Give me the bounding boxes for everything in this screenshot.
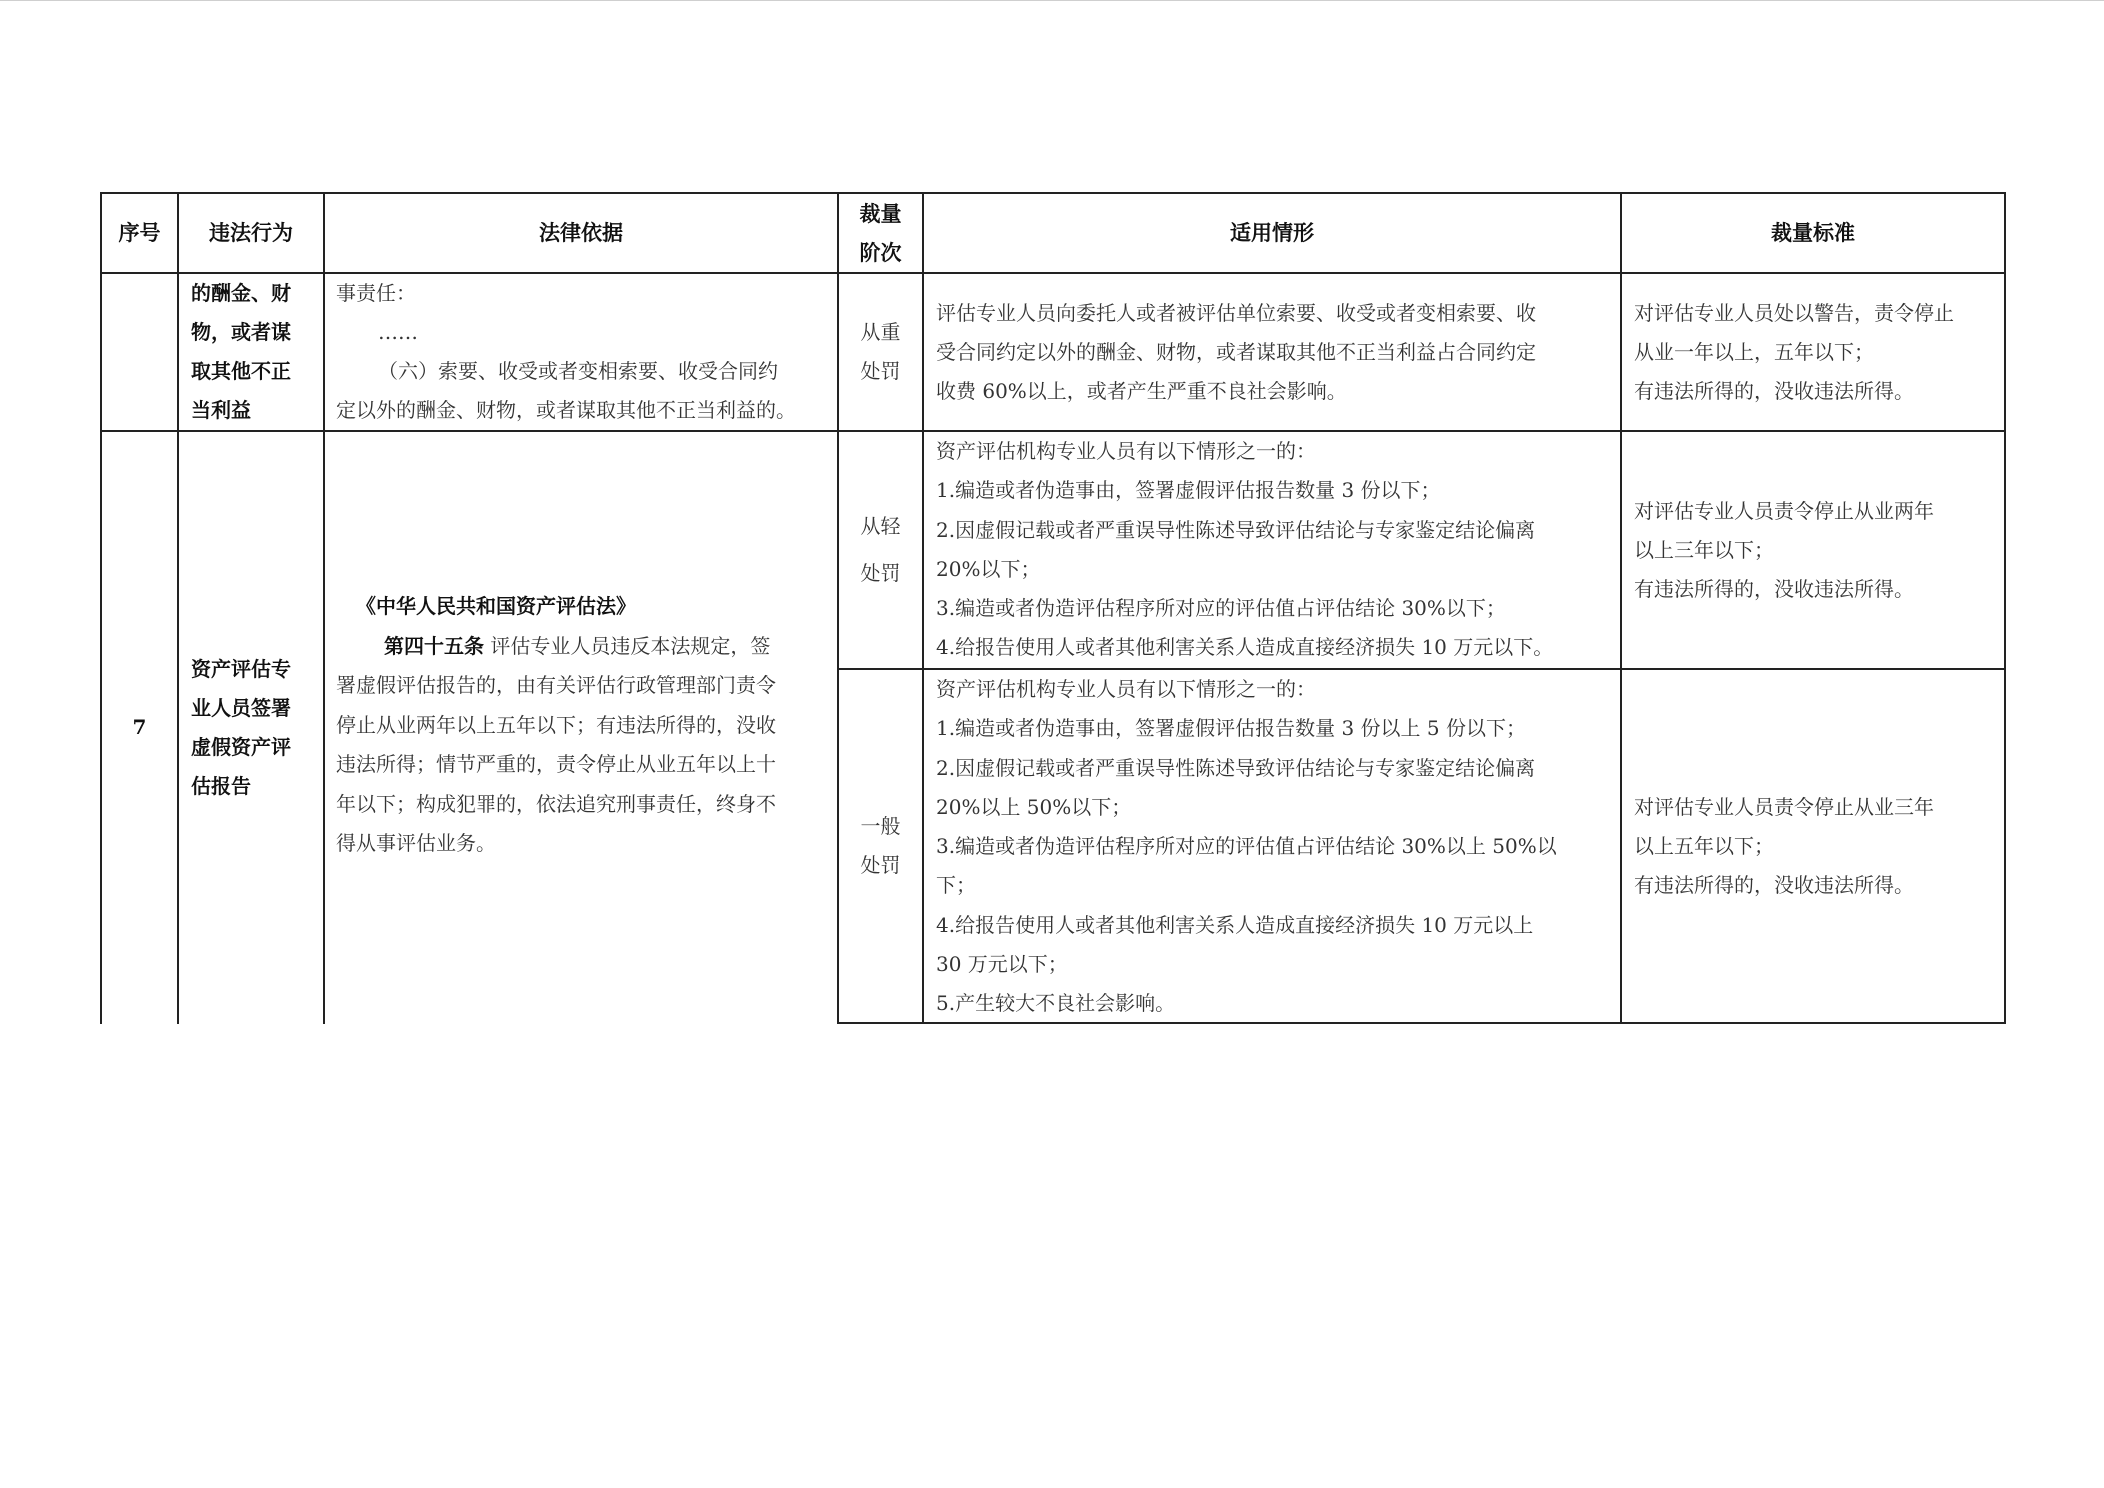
row7-article-line: 得从事评估业务。 — [336, 831, 496, 855]
row-cont-legal-ellipsis: …… — [378, 320, 418, 344]
row7-general-situation-line: 下； — [936, 873, 976, 898]
row7-general-level — [839, 670, 922, 1022]
row7-general-situation-line: 20%以上 50%以下； — [936, 794, 1132, 819]
row-cont-standard-line: 有违法所得的，没收违法所得。 — [1634, 378, 1914, 403]
row7-light-situation — [936, 432, 1620, 668]
row7-light-standard — [1634, 432, 2004, 668]
header-situation: 适用情形 — [1230, 220, 1314, 246]
header-level-line2: 阶次 — [859, 240, 902, 265]
row7-article-line: 年以下；构成犯罪的，依法追究刑事责任，终身不 — [336, 791, 776, 816]
row-cont-level — [839, 274, 922, 430]
row7-light-level — [839, 432, 922, 668]
row-cont-standard — [1634, 274, 2004, 430]
row7-general-situation — [936, 670, 1620, 1022]
row7-light-level-line: 从轻 — [860, 514, 901, 538]
header-legal-basis: 法律依据 — [539, 220, 623, 246]
header-standard: 裁量标准 — [1771, 220, 1855, 246]
row-cont-violation-line: 当利益 — [191, 398, 251, 422]
row-cont-legal-line: 定以外的酬金、财物，或者谋取其他不正当利益的。 — [336, 398, 796, 422]
row-cont-legal-line: （六）索要、收受或者变相索要、收受合同约 — [378, 359, 778, 383]
row-cont-violation-line: 的酬金、财 — [191, 281, 291, 305]
row-cont-violation-line: 取其他不正 — [191, 359, 291, 383]
row7-light-standard-line: 以上三年以下； — [1634, 537, 1774, 562]
row7-article-first: 评估专业人员违反本法规定，签 — [484, 633, 771, 658]
row7-general-level-line: 一般 — [860, 814, 901, 838]
col-divider-situation — [1620, 192, 1622, 1024]
row7-general-situation-line: 5.产生较大不良社会影响。 — [936, 991, 1176, 1016]
row7-article-line: 署虚假评估报告的，由有关评估行政管理部门责令 — [336, 673, 776, 697]
row7-article-no: 第四十五条 — [384, 633, 484, 658]
row7-seq: 7 — [132, 715, 147, 740]
row7-light-situation-line: 资产评估机构专业人员有以下情形之一的： — [936, 439, 1316, 463]
header-level-line1: 裁量 — [859, 201, 902, 226]
row7-light-situation-line: 4.给报告使用人或者其他利害关系人造成直接经济损失 10 万元以下。 — [936, 635, 1554, 660]
row7-light-standard-line: 对评估专业人员责令停止从业两年 — [1634, 498, 1934, 523]
row-cont-violation — [191, 274, 321, 430]
col-divider-seq — [177, 192, 179, 1024]
row7-article-first-line — [336, 627, 836, 667]
row7-general-situation-line: 30 万元以下； — [936, 952, 1068, 977]
row7-violation-line: 资产评估专 — [191, 657, 291, 681]
row7-article-line: 违法所得；情节严重的，责令停止从业五年以上十 — [336, 752, 776, 776]
row7-violation-line: 估报告 — [191, 774, 251, 798]
col-divider-level — [922, 192, 924, 1024]
row7-light-standard-line: 有违法所得的，没收违法所得。 — [1634, 576, 1914, 601]
row-cont-violation-line: 物，或者谋 — [191, 320, 291, 344]
row7-article-line: 停止从业两年以上五年以下；有违法所得的，没收 — [336, 712, 776, 737]
row-cont-situation-line: 评估专业人员向委托人或者被评估单位索要、收受或者变相索要、收 — [936, 300, 1536, 325]
row-cont-situation — [936, 274, 1620, 430]
header-violation: 违法行为 — [209, 220, 293, 246]
row-cont-situation-line: 收费 60%以上，或者产生严重不良社会影响。 — [936, 378, 1347, 403]
row7-general-situation-line: 4.给报告使用人或者其他利害关系人造成直接经济损失 10 万元以上 — [936, 912, 1534, 937]
row7-general-situation-line: 资产评估机构专业人员有以下情形之一的： — [936, 677, 1316, 701]
row-cont-level-line: 处罚 — [860, 359, 901, 383]
row7-general-situation-line: 2.因虚假记载或者严重误导性陈述导致评估结论与专家鉴定结论偏离 — [936, 755, 1536, 780]
row-cont-legal-basis — [336, 274, 836, 430]
row-cont-standard-line: 对评估专业人员处以警告，责令停止 — [1634, 300, 1954, 325]
row7-light-situation-line: 20%以下； — [936, 556, 1041, 581]
row7-general-situation-line: 3.编造或者伪造评估程序所对应的评估值占评估结论 30%以上 50%以 — [936, 834, 1557, 859]
row-cont-standard-line: 从业一年以上，五年以下； — [1634, 339, 1874, 364]
row-cont-situation-line: 受合同约定以外的酬金、财物，或者谋取其他不正当利益占合同约定 — [936, 339, 1536, 364]
row7-law-title: 《中华人民共和国资产评估法》 — [356, 594, 636, 618]
row-cont-legal-line: 事责任： — [336, 281, 416, 305]
header-seq: 序号 — [118, 220, 161, 246]
row7-general-standard — [1634, 670, 2004, 1022]
row7-light-situation-line: 2.因虚假记载或者严重误导性陈述导致评估结论与专家鉴定结论偏离 — [936, 517, 1536, 542]
col-divider-violation — [323, 192, 325, 1024]
row7-general-situation-line: 1.编造或者伪造事由，签署虚假评估报告数量 3 份以上 5 份以下； — [936, 716, 1526, 741]
penalty-discretion-table — [100, 192, 2006, 1024]
row7-general-standard-line: 对评估专业人员责令停止从业三年 — [1634, 794, 1934, 819]
row7-light-situation-line: 3.编造或者伪造评估程序所对应的评估值占评估结论 30%以下； — [936, 596, 1506, 621]
row7-general-standard-line: 以上五年以下； — [1634, 833, 1774, 858]
row7-violation-line: 业人员签署 — [191, 696, 291, 720]
row7-light-situation-line: 1.编造或者伪造事由，签署虚假评估报告数量 3 份以下； — [936, 478, 1441, 503]
col-right-border — [2004, 192, 2006, 1024]
row7-light-level-line: 处罚 — [860, 561, 901, 585]
row7-legal-basis — [336, 587, 836, 1027]
page-top-rule — [0, 0, 2104, 1]
row-cont-level-line: 从重 — [860, 320, 901, 344]
header-level — [839, 194, 922, 272]
row7-violation — [191, 432, 321, 1024]
row7-general-level-line: 处罚 — [860, 853, 901, 877]
row7-general-standard-line: 有违法所得的，没收违法所得。 — [1634, 872, 1914, 897]
row7-violation-line: 虚假资产评 — [191, 735, 291, 759]
